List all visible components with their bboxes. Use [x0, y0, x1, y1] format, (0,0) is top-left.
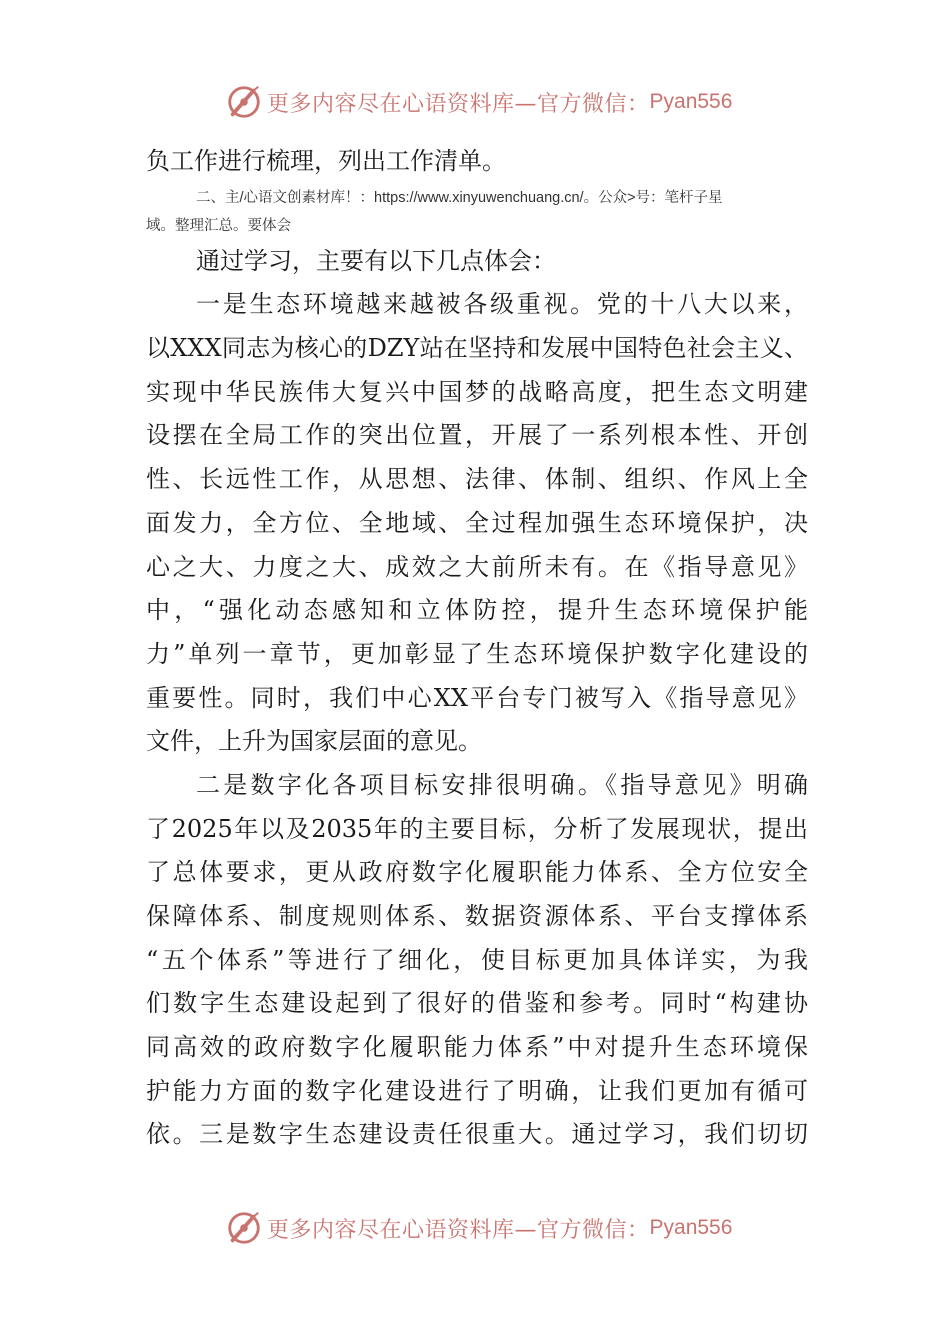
pen-logo-icon: [225, 83, 263, 121]
pen-logo-icon: [225, 1209, 263, 1247]
paragraph-line: 了2025年以及2035年的主要目标，分析了发展现状，提出: [146, 814, 808, 843]
intro-line: 通过学习，主要有以下几点体会：: [196, 246, 556, 275]
paragraph-line: 心之大、力度之大、成效之大前所未有。在《指导意见》: [146, 552, 808, 581]
paragraph-line: 了总体要求，更从政府数字化履职能力体系、全方位安全: [146, 858, 808, 887]
paragraph-line: 以XXX同志为核心的DZY站在坚持和发展中国特色社会主义、: [146, 334, 808, 363]
paragraph-line: 实现中华民族伟大复兴中国梦的战略高度，把生态文明建: [146, 377, 808, 406]
banner-wechat-id: Pyan556: [649, 90, 733, 113]
paragraph-line: 面发力，全方位、全地域、全过程加强生态环境保护，决: [146, 508, 808, 537]
paragraph-line: 同高效的政府数字化履职能力体系”中对提升生态环境保: [146, 1033, 808, 1062]
paragraph-line: 护能力方面的数字化建设进行了明确，让我们更加有循可: [146, 1076, 808, 1105]
paragraph-line: “五个体系”等进行了细化，使目标更加具体详实，为我: [146, 945, 808, 974]
banner-text: 更多内容尽在心语资料库—官方微信：: [267, 91, 650, 117]
paragraph-line: 性、长远性工作，从思想、法律、体制、组织、作风上全: [146, 465, 808, 494]
heading-note-line: 二、主/心语文创素材库！：https://www.xinyuwenchuang.cn/。公众>号：笔杆子星: [196, 189, 723, 206]
footer-watermark-banner: [225, 1208, 745, 1248]
paragraph-line: 文件，上升为国家层面的意见。: [146, 727, 482, 756]
banner-text: 更多内容尽在心语资料库—官方微信：: [267, 1217, 650, 1243]
paragraph-line: 一是生态环境越来越被各级重视。党的十八大以来，: [196, 290, 808, 319]
banner-wechat-id: Pyan556: [649, 1216, 733, 1239]
paragraph-line: 力”单列一章节，更加彰显了生态环境保护数字化建设的: [146, 639, 808, 668]
paragraph-line: 保障体系、制度规则体系、数据资源体系、平台支撑体系: [146, 902, 808, 930]
paragraph-line: 二是数字化各项目标安排很明确。《指导意见》明确: [196, 770, 808, 799]
paragraph-line: 重要性。同时，我们中心XX平台专门被写入《指导意见》: [146, 683, 808, 712]
header-watermark-banner: [225, 82, 745, 122]
paragraph-line: 依。三是数字生态建设责任很重大。通过学习，我们切切: [146, 1120, 808, 1149]
paragraph-line: 设摆在全局工作的突出位置，开展了一系列根本性、开创: [146, 421, 808, 450]
paragraph-line: 中，“强化动态感知和立体防控，提升生态环境保护能: [146, 596, 808, 625]
paragraph-line: 们数字生态建设起到了很好的借鉴和参考。同时“构建协: [146, 989, 808, 1018]
heading-note-line: 域。整理汇总。要体会: [146, 217, 291, 234]
paragraph-line: 负工作进行梳理，列出工作清单。: [146, 147, 506, 175]
document-body: [146, 140, 808, 1157]
